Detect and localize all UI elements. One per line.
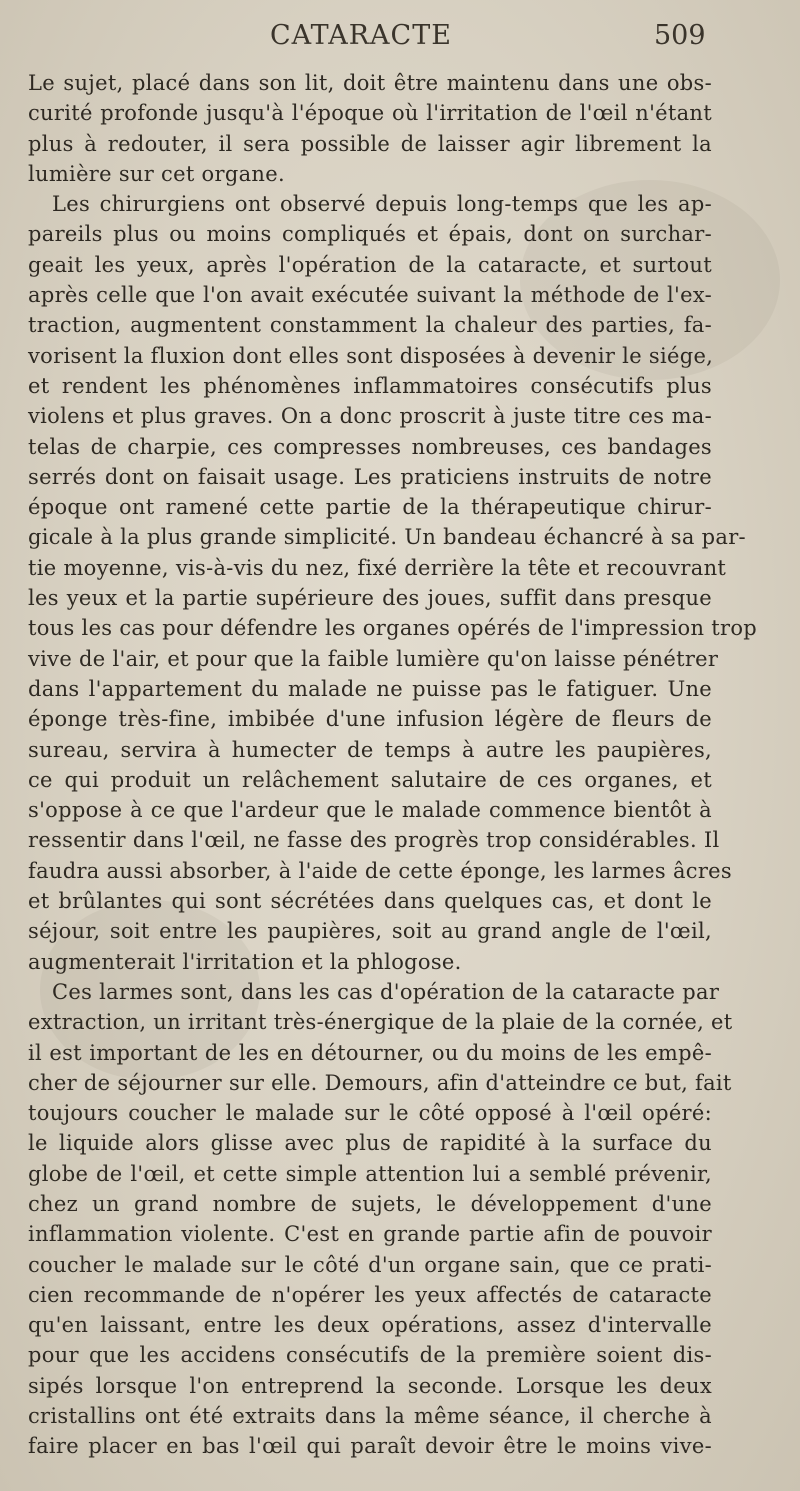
text-line: il est important de les en détourner, ou du moins de les empê- (28, 1040, 712, 1065)
text-line: extraction, un irritant très-énergique de la plaie de la cornée, et (28, 1010, 733, 1035)
text-line: geait les yeux, après l'opération de la cataracte, et surtout (28, 252, 712, 277)
text-line: éponge très-fine, imbibée d'une infusion légère de fleurs de (28, 707, 712, 732)
text-line: tous les cas pour défendre les organes opérés de l'impression trop (28, 616, 758, 641)
text-line: inflammation violente. C'est en grande partie afin de pouvoir (28, 1222, 712, 1247)
text-line: vive de l'air, et pour que la faible lumière qu'on laisse pénétrer (28, 646, 719, 671)
text-line: pareils plus ou moins compliqués et épais, dont on surchar- (28, 222, 712, 247)
text-line: le liquide alors glisse avec plus de rapidité à la surface du (28, 1131, 712, 1156)
text-line: séjour, soit entre les paupières, soit au grand angle de l'œil, (28, 919, 712, 944)
text-line: Les chirurgiens ont observé depuis long-temps que les ap- (52, 192, 712, 217)
text-line: lumière sur cet organe. (28, 161, 285, 186)
text-line: époque ont ramené cette partie de la thérapeutique chirur- (28, 495, 712, 520)
text-line: telas de charpie, ces compresses nombreuses, ces bandages (28, 434, 712, 459)
text-line: vorisent la fluxion dont elles sont disposées à devenir le siége, (28, 343, 714, 368)
page-number: 509 (654, 20, 706, 51)
text-line: dans l'appartement du malade ne puisse pas le fatiguer. Une (28, 676, 712, 701)
text-line: sureau, servira à humecter de temps à autre les paupières, (28, 737, 712, 762)
text-line: plus à redouter, il sera possible de laisser agir librement la (28, 131, 712, 156)
text-line: après celle que l'on avait exécutée suivant la méthode de l'ex- (28, 283, 712, 308)
text-line: les yeux et la partie supérieure des joues, suffit dans presque (28, 586, 712, 611)
text-line: curité profonde jusqu'à l'époque où l'irritation de l'œil n'étant (28, 101, 712, 126)
running-head: CATARACTE (270, 20, 452, 51)
text-line: coucher le malade sur le côté d'un organe sain, que ce prati- (28, 1252, 712, 1277)
text-line: globe de l'œil, et cette simple attention lui a semblé prévenir, (28, 1161, 712, 1186)
text-line: faire placer en bas l'œil qui paraît devoir être le moins vive- (28, 1434, 712, 1459)
text-line: qu'en laissant, entre les deux opérations, assez d'intervalle (28, 1313, 712, 1338)
text-line: cien recommande de n'opérer les yeux affectés de cataracte (28, 1282, 712, 1307)
text-line: Ces larmes sont, dans les cas d'opération de la cataracte par (52, 979, 720, 1004)
text-line: augmenterait l'irritation et la phlogose. (28, 949, 462, 974)
text-line: pour que les accidens consécutifs de la première soient dis- (28, 1343, 712, 1368)
text-line: s'oppose à ce que l'ardeur que le malade commence bientôt à (28, 798, 712, 823)
text-line: faudra aussi absorber, à l'aide de cette éponge, les larmes âcres (28, 858, 732, 883)
text-line: chez un grand nombre de sujets, le développement d'une (28, 1191, 712, 1216)
body-text (28, 68, 758, 1462)
text-line: cher de séjourner sur elle. Demours, afin d'atteindre ce but, fait (28, 1070, 732, 1095)
text-line: traction, augmentent constamment la chaleur des parties, fa- (28, 313, 712, 338)
text-line: tie moyenne, vis-à-vis du nez, fixé derrière la tête et recouvrant (28, 555, 727, 580)
text-line: ce qui produit un relâchement salutaire de ces organes, et (28, 767, 712, 792)
text-line: cristallins ont été extraits dans la même séance, il cherche à (28, 1404, 712, 1429)
text-line: gicale à la plus grande simplicité. Un bandeau échancré à sa par- (28, 525, 746, 550)
text-line: serrés dont on faisait usage. Les praticiens instruits de notre (28, 464, 712, 489)
text-line: Le sujet, placé dans son lit, doit être maintenu dans une obs- (28, 71, 712, 95)
text-line: et brûlantes qui sont sécrétées dans quelques cas, et dont le (28, 889, 712, 914)
text-line: et rendent les phénomènes inflammatoires consécutifs plus (28, 373, 712, 398)
text-line: ressentir dans l'œil, ne fasse des progrès trop considérables. Il (28, 828, 720, 853)
text-line: sipés lorsque l'on entreprend la seconde. Lorsque les deux (28, 1373, 712, 1398)
text-line: violens et plus graves. On a donc proscrit à juste titre ces ma- (28, 404, 712, 429)
page-header (0, 20, 800, 62)
text-line: toujours coucher le malade sur le côté opposé à l'œil opéré: (28, 1101, 712, 1126)
